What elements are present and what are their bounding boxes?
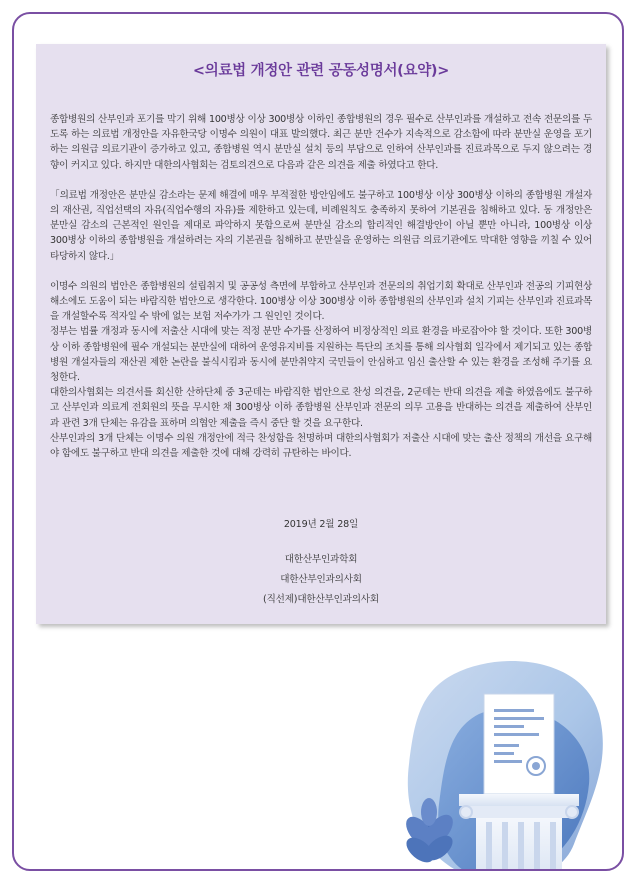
signatory: 대한산부인과의사회 <box>280 574 362 585</box>
paragraph-bill-support: 이명수 의원의 법안은 종합병원의 설립취지 및 공공성 측면에 부합하고 산부인과 전문의의 취업기회 확대로 산부인과 전공의 기피현상 해소에도 도움이 되는 바람직한 법안으로 생각한다. 100병상 이상 300병상 이하 종합병원의 산부인과 설치 기피는 산부인과 진료과목을 개설할수록 적자일 수 밖에 없는 보험 저수가가 그 원인인 것이다. <box>50 280 592 323</box>
signatory: 대한산부인과학회 <box>284 554 358 565</box>
paragraph-intro: 종합병원의 산부인과 포기를 막기 위해 100병상 이상 300병상 이하인 종합병원의 경우 필수로 산부인과를 개설하고 전속 전문의를 두도록 하는 의료법 개정안을 자유한국당 이명수 의원이 대표 발의했다. 최근 분만 건수가 지속적으로 감소함에 따라 분만실 운영을 포기하는 의원급 의료기관이 증가하고 있고, 종합병원 역시 분만실 설치 등의 부담으로 인하여 산부인과를 진료과목으로 두지 않으려는 경향이 커지고 있다. 하지만 대한의사협회는 검토의견으로 다음과 같은 의견을 제출 하였다고 한다. <box>50 114 592 171</box>
paragraph-government-request: 정부는 법률 개정과 동시에 저출산 시대에 맞는 적정 분만 수가를 산정하여 비정상적인 의료 환경을 바로잡아야 할 것이다. 또한 300병상 이하 종합병원에 필수 개설되는 분만실에 대하여 운영유지비를 지원하는 특단의 조치를 통해 의사협회 일각에서 제기되고 있는 종합병원 개설자들의 재산권 제한 논란을 불식시킴과 동시에 분만취약지 국민들이 안심하고 임신 출산할 수 있는 환경을 조성해 주기를 요청한다. <box>50 326 592 384</box>
pillar-icon <box>459 794 579 871</box>
signatory: (직선제)대한산부인과의사회 <box>263 594 379 605</box>
statement-body <box>50 112 592 461</box>
paragraph-kma-quote: 「의료법 개정안은 분만실 감소라는 문제 해결에 매우 부적절한 방안임에도 불구하고 100병상 이상 300병상 이하의 종합병원 개설자의 재산권, 직업선택의 자유(직업수행의 자유)를 제한하고 있는데, 비례원칙도 충족하지 못하여 기본권을 침해하고 있다. 동 개정안은 분만실 감소의 근본적인 원인을 제대로 파악하지 못함으로써 분만실 감소의 합리적인 해결방안이 아닐 뿐만 아니라, 100병상 이상 300병상 이하의 종합병원을 개설하려는 자의 기본권을 침해하고 분만실을 운영하는 의원급 의료기관에도 막대한 영향을 끼칠 수 있어 타당하지 않다.」 <box>50 189 592 262</box>
document-on-pillar-icon <box>384 654 614 871</box>
statement-panel <box>36 44 606 624</box>
paragraph-kma-criticism: 대한의사협회는 의견서를 회신한 산하단체 중 3군데는 바람직한 법안으로 찬성 의견을, 2군데는 반대 의견을 제출 하였음에도 불구하고 산부인과 의료계 전회원의 뜻을 무시한 채 300병상 이하 종합병원 산부인과 전문의 의무 고용을 반대하는 의견을 제출하여 산부인과 관련 3개 단체는 유감을 표하며 의협안 제출을 즉시 중단 할 것을 요구한다. <box>50 387 592 429</box>
page-frame <box>12 12 624 871</box>
paragraph-conclusion: 산부인과의 3개 단체는 이명수 의원 개정안에 적극 찬성함을 천명하며 대한의사협회가 저출산 시대에 맞는 출산 정책의 개선을 요구해야 함에도 불구하고 반대 의견을 제출한 것에 대해 강력히 규탄하는 바이다. <box>50 432 592 460</box>
document-icon <box>484 694 554 794</box>
statement-title: <의료법 개정안 관련 공동성명서(요약)> <box>192 63 450 79</box>
statement-date: 2019년 2월 28일 <box>283 519 359 530</box>
